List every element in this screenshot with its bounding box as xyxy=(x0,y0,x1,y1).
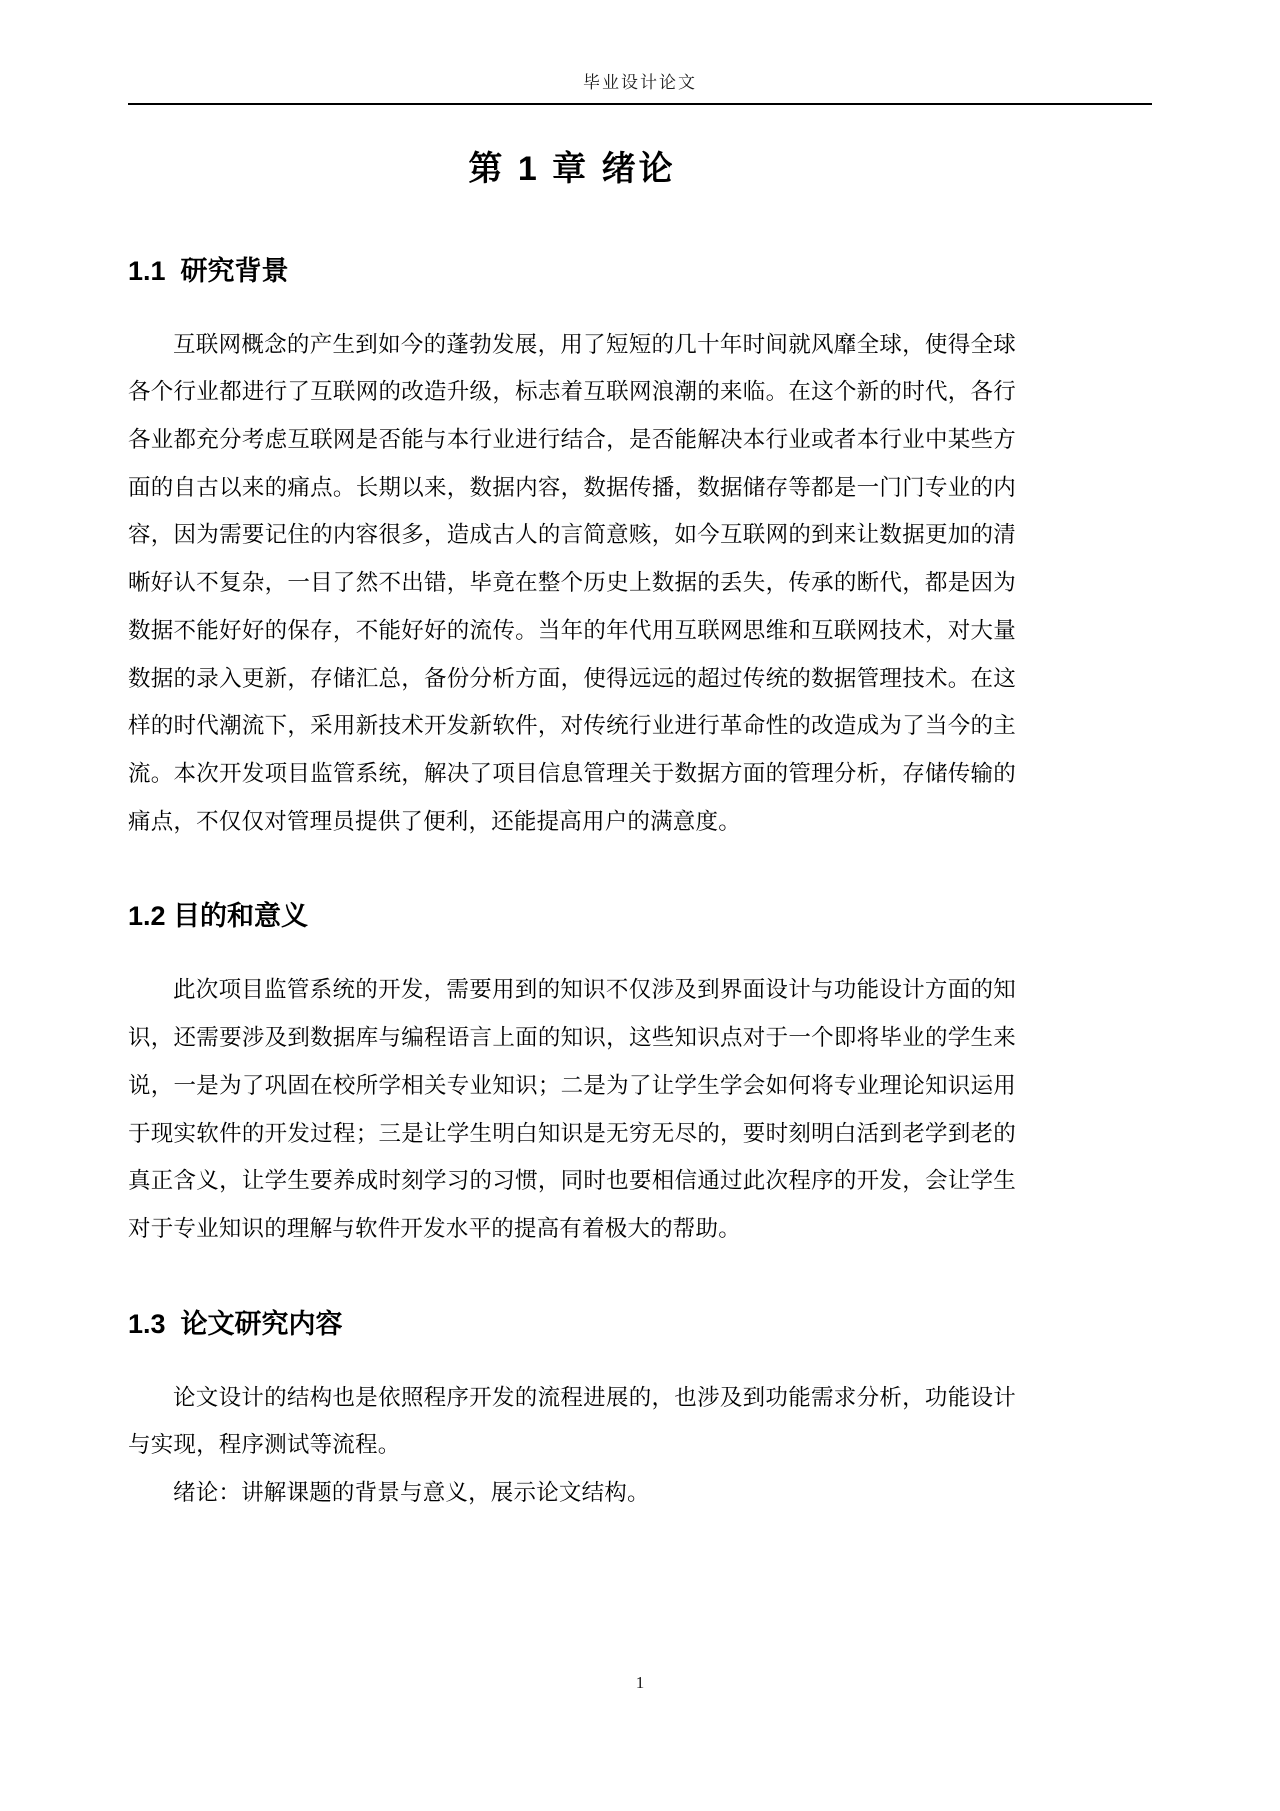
paragraph-1-2-1: 此次项目监管系统的开发，需要用到的知识不仅涉及到界面设计与功能设计方面的知识，还需要涉及到数据库与编程语言上面的知识，这些知识点对于一个即将毕业的学生来说，一是为了巩固在校所学相关专业知识；二是为了让学生学会如何将专业理论知识运用于现实软件的开发过程；三是让学生明白知识是无穷无尽的，要时刻明白活到老学到老的真正含义，让学生要养成时刻学习的习惯，同时也要相信通过此次程序的开发，会让学生对于专业知识的理解与软件开发水平的提高有着极大的帮助。 xyxy=(128,977,1016,1241)
paragraph-1-1-1: 互联网概念的产生到如今的蓬勃发展，用了短短的几十年时间就风靡全球，使得全球各个行业都进行了互联网的改造升级，标志着互联网浪潮的来临。在这个新的时代，各行各业都充分考虑互联网是否能与本行业进行结合，是否能解决本行业或者本行业中某些方面的自古以来的痛点。长期以来，数据内容，数据传播，数据储存等都是一门门专业的内容，因为需要记住的内容很多，造成古人的言简意赅，如今互联网的到来让数据更加的清晰好认不复杂，一目了然不出错，毕竟在整个历史上数据的丢失，传承的断代，都是因为数据不能好好的保存，不能好好的流传。当年的年代用互联网思维和互联网技术，对大量数据的录入更新，存储汇总，备份分析方面，使得远远的超过传统的数据管理技术。在这样的时代潮流下，采用新技术开发新软件，对传统行业进行革命性的改造成为了当今的主流。本次开发项目监管系统，解决了项目信息管理关于数据方面的管理分析，存储传输的痛点，不仅仅对管理员提供了便利，还能提高用户的满意度。 xyxy=(128,331,1016,834)
running-header-text: 毕业设计论文 xyxy=(583,73,697,92)
paragraph-1-3-2: 绪论：讲解课题的背景与意义，展示论文结构。 xyxy=(173,1480,650,1506)
paragraph-1-3-1: 论文设计的结构也是依照程序开发的流程进展的，也涉及到功能需求分析，功能设计与实现，程序测试等流程。 xyxy=(128,1384,1016,1458)
section-heading-1-3: 1.3 论文研究内容 xyxy=(128,1308,343,1339)
page-number-footer: 1 xyxy=(635,1673,645,1692)
section-heading-1-2: 1.2 目的和意义 xyxy=(128,901,309,932)
header-divider-rule xyxy=(128,103,1152,105)
document-body xyxy=(128,128,1016,1517)
chapter-title: 第 1 章 绪论 xyxy=(468,150,676,188)
page-header xyxy=(128,74,1152,114)
section-heading-1-1: 1.1 研究背景 xyxy=(128,255,289,286)
